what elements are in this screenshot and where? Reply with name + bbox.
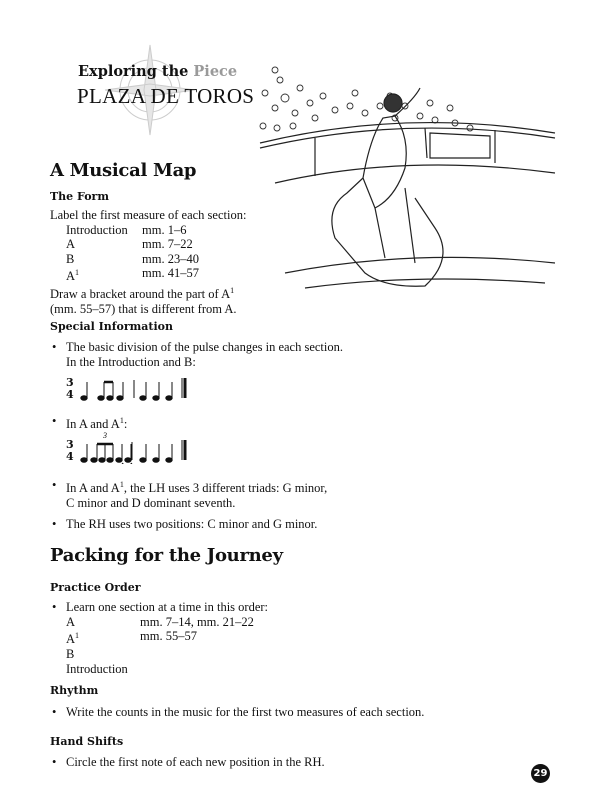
measures: mm. 7–14, mm. 21–22 [140, 614, 254, 629]
form-note [50, 284, 246, 302]
heading-special-information: Special Information [50, 320, 174, 333]
note-head [91, 458, 97, 463]
bullet-text: Write the counts in the music for the first two measures of each section. [66, 705, 425, 719]
kicker-accent: Piece [193, 63, 238, 80]
bullet-text: Circle the first note of each new position in the RH. [66, 755, 325, 769]
form-row [50, 266, 246, 284]
bullet-text: , the LH uses 3 different triads: G minor, [123, 481, 328, 496]
form-row [50, 237, 246, 252]
special-bullet-4: • The RH uses two positions: C minor and G minor. [52, 517, 318, 531]
note-head [153, 396, 159, 401]
measures: mm. 1–6 [142, 222, 187, 237]
superscript: 1 [75, 268, 80, 278]
kicker-text: Exploring the [78, 63, 194, 80]
measures: mm. 55–57 [140, 629, 197, 644]
note-head [140, 458, 146, 463]
note-head [166, 458, 172, 463]
heading-rhythm: Rhythm [50, 684, 99, 697]
special-bullet-2: • In A and $A^1$: [52, 414, 128, 432]
bullet-text: C minor and D dominant seventh. [66, 495, 236, 510]
note-head [107, 458, 113, 463]
bullet-text: In A and A [66, 481, 120, 496]
bullet-text: In the Introduction and B: [66, 354, 196, 369]
rhythm-a [64, 430, 214, 464]
note-head [117, 396, 123, 401]
superscript: 1 [119, 416, 124, 425]
bullet-text: The RH uses two positions: C minor and G minor. [66, 517, 318, 531]
note-head [107, 396, 113, 401]
section-kicker [78, 63, 237, 80]
bullet-text: In A and A [66, 417, 120, 432]
heading-packing-for-the-journey: Packing for the Journey [50, 545, 283, 566]
section-name: Introduction [66, 222, 128, 237]
practice-order-bullet: • Learn one section at a time in this order: A mm. 7–14, mm. 21–22 $A^1$ mm. 55–57 B Introduction [0, 600, 600, 676]
time-sig-bottom: 4 [66, 450, 74, 463]
section-name: A [66, 632, 76, 647]
note-head [125, 458, 131, 463]
note-head [116, 458, 122, 463]
note-text: Draw a bracket around the part of A [50, 287, 231, 302]
section-name: A [66, 237, 76, 252]
form-row [50, 252, 246, 267]
note-head [153, 458, 159, 463]
note-head [98, 396, 104, 401]
form-note-2: (mm. 55–57) that is different from A. [50, 301, 237, 316]
bullet-text: Learn one section at a time in this order: [66, 600, 269, 614]
section-name: B [66, 646, 75, 661]
heading-practice-order: Practice Order [50, 581, 141, 594]
order-row [66, 629, 600, 647]
hand-shifts-bullet: • Circle the first note of each new position in the RH. [52, 755, 325, 769]
form-intro: Label the first measure of each section: [50, 208, 247, 222]
section-name [50, 266, 142, 284]
page-number: 29 [531, 764, 550, 783]
measures: mm. 7–22 [142, 237, 193, 252]
heading-hand-shifts: Hand Shifts [50, 735, 124, 748]
piece-title: PLAZA DE TOROS [77, 84, 255, 108]
order-row [66, 615, 600, 630]
time-sig-top: 3 [66, 438, 74, 451]
superscript: 1 [230, 286, 235, 296]
time-sig-bottom: 4 [66, 388, 74, 401]
note-head [166, 396, 172, 401]
heading-a-musical-map: A Musical Map [50, 160, 197, 181]
note-head [81, 396, 87, 401]
superscript: 1 [119, 480, 124, 489]
rhythm-bullet: • Write the counts in the music for the first two measures of each section. [52, 705, 425, 719]
section-letter: A [66, 269, 76, 284]
section-name: A [66, 614, 76, 629]
measures: mm. 41–57 [142, 266, 199, 281]
note-head [81, 458, 87, 463]
superscript: 1 [75, 631, 80, 641]
bullet-text-end: : [123, 417, 128, 432]
section-name: B [66, 251, 75, 266]
measures: mm. 23–40 [142, 251, 199, 266]
tie [122, 463, 132, 464]
triplet-mark: 3 [103, 431, 107, 440]
note-head [140, 396, 146, 401]
special-bullet-3: • In A and $A^1$, the LH uses 3 different triads: G minor, C minor and D dominant seventh. [0, 478, 600, 510]
form-block [50, 208, 246, 316]
bullet-text: The basic division of the pulse changes in each section. [66, 340, 344, 354]
matador-illustration [255, 58, 575, 308]
section-name: Introduction [66, 661, 128, 676]
form-row [50, 223, 246, 238]
rhythm-intro-b [64, 374, 214, 404]
special-bullet-1: • The basic division of the pulse changes in each section. In the Introduction and B: [0, 340, 600, 369]
heading-the-form: The Form [50, 190, 109, 203]
note-head [99, 458, 105, 463]
time-sig-top: 3 [66, 376, 74, 389]
